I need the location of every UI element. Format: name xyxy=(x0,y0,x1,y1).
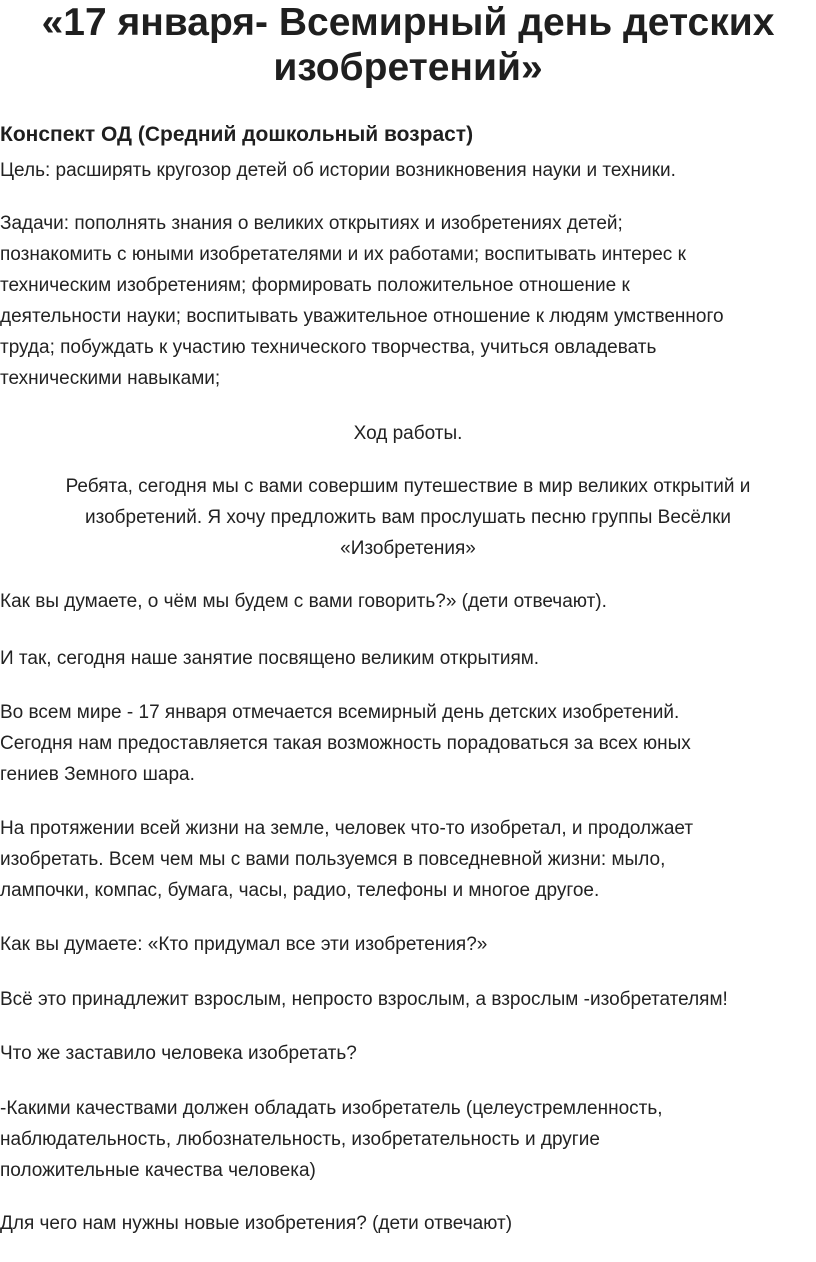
tasks-line: познакомить с юными изобретателями и их работами; воспитывать интерес к xyxy=(0,244,686,265)
tasks-line: Задачи: пополнять знания о великих открытиях и изобретениях детей; xyxy=(0,213,623,234)
lesson-topic-paragraph: И так, сегодня наше занятие посвящено великим открытиям. xyxy=(0,648,540,669)
question-topic: Как вы думаете, о чём мы будем с вами говорить?» (дети отвечают). xyxy=(0,591,607,612)
intro-paragraph xyxy=(0,471,816,564)
inventions-line: изобретать. Всем чем мы с вами пользуемся в повседневной жизни: мыло, xyxy=(0,849,666,870)
intro-line: Ребята, сегодня мы с вами совершим путешествие в мир великих открытий и xyxy=(65,476,751,497)
document-title: «17 января- Всемирный день детских изобретений» xyxy=(41,1,775,89)
world-day-line: Во всем мире - 17 января отмечается всемирный день детских изобретений. xyxy=(0,702,680,723)
qualities-line: положительные качества человека) xyxy=(0,1160,316,1181)
world-day-line: гениев Земного шара. xyxy=(0,764,195,785)
inventions-line: На протяжении всей жизни на земле, человек что-то изобретал, и продолжает xyxy=(0,818,694,839)
tasks-line: труда; побуждать к участию технического творчества, учиться овладевать xyxy=(0,337,657,358)
qualities-line: -Какими качествами должен обладать изобретатель (целеустремленность, xyxy=(0,1098,663,1119)
inventions-line: лампочки, компас, бумага, часы, радио, телефоны и многое другое. xyxy=(0,880,600,901)
inventors-paragraph: Всё это принадлежит взрослым, непросто взрослым, а взрослым -изобретателям! xyxy=(0,989,728,1010)
work-heading: Ход работы. xyxy=(353,423,463,444)
inventions-paragraph xyxy=(0,813,693,906)
tasks-line: техническим изобретениям; формировать положительное отношение к xyxy=(0,275,630,296)
question-who-invented: Как вы думаете: «Кто придумал все эти изобретения?» xyxy=(0,934,488,955)
world-day-paragraph xyxy=(0,697,691,790)
question-new-inventions: Для чего нам нужны новые изобретения? (дети отвечают) xyxy=(0,1213,513,1234)
intro-line: «Изобретения» xyxy=(340,538,476,559)
qualities-line: наблюдательность, любознательность, изобретательность и другие xyxy=(0,1129,600,1150)
tasks-paragraph xyxy=(0,208,724,394)
question-why-invent: Что же заставило человека изобретать? xyxy=(0,1043,357,1064)
tasks-line: деятельности науки; воспитывать уважительное отношение к людям умственного xyxy=(0,306,724,327)
qualities-paragraph xyxy=(0,1093,663,1186)
intro-line: изобретений. Я хочу предложить вам прослушать песню группы Весёлки xyxy=(84,507,732,528)
document-subtitle: Конспект ОД (Средний дошкольный возраст) xyxy=(0,123,474,146)
world-day-line: Сегодня нам предоставляется такая возможность порадоваться за всех юных xyxy=(0,733,691,754)
tasks-line: техническими навыками; xyxy=(0,368,221,389)
goal-paragraph: Цель: расширять кругозор детей об истории возникновения науки и техники. xyxy=(0,160,676,181)
